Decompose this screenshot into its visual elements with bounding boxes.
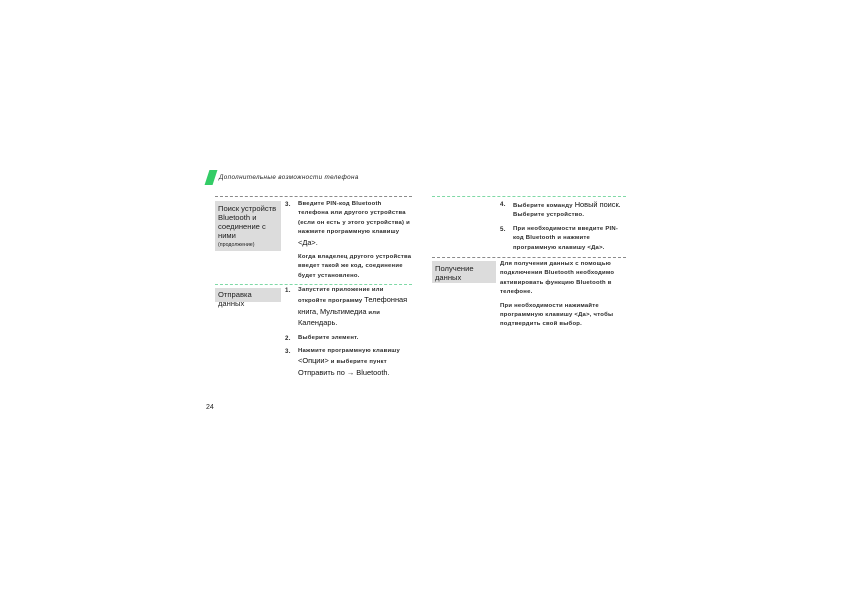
step-item bbox=[285, 200, 413, 249]
paragraph: Для получения данных с помощью подключения Bluetooth необходимо активировать функцию Bluetooth в телефоне. bbox=[500, 261, 615, 296]
step-note: Когда владелец другого устройства введет такой же код, соединение будет установлено. bbox=[298, 254, 412, 279]
section-label-line: Получение bbox=[435, 264, 474, 273]
page-number: 24 bbox=[206, 404, 214, 411]
menu-name: Телефонная книга bbox=[298, 295, 408, 316]
softkey-label: <Опции> bbox=[298, 356, 329, 366]
step-text: Нажмите программную клавишу bbox=[298, 348, 400, 355]
step-text: Запустите приложение или откройте программу bbox=[298, 287, 384, 305]
menu-name: Календарь bbox=[298, 318, 336, 328]
step-text: или bbox=[368, 309, 381, 316]
header-accent-bar bbox=[205, 170, 218, 185]
softkey-label: <Да> bbox=[587, 244, 603, 251]
section-steps-bluetooth-search-continued bbox=[500, 200, 628, 257]
step-text: Введите PIN-код Bluetooth телефона или другого устройства (если он есть у этого устройства) и нажмите программную клавишу bbox=[298, 201, 411, 236]
divider-left-top bbox=[215, 196, 412, 197]
section-label-bluetooth-search bbox=[215, 201, 281, 251]
section-label-line: соединение с bbox=[218, 222, 266, 231]
step-text-end: . bbox=[335, 318, 338, 328]
menu-separator: , bbox=[316, 306, 319, 316]
step-text: Выберите команду bbox=[513, 203, 573, 209]
step-item bbox=[500, 200, 628, 221]
step-item bbox=[285, 286, 413, 330]
section-steps-send-data bbox=[285, 286, 413, 383]
menu-path: Отправить по → Bluetooth bbox=[298, 367, 388, 377]
section-text-receive-data bbox=[500, 260, 628, 334]
section-label-line: Поиск устройств bbox=[218, 204, 277, 213]
step-text: и выберите пункт bbox=[330, 359, 387, 366]
step-item bbox=[500, 225, 628, 253]
section-label-send-data: Отправка данных bbox=[215, 288, 281, 302]
step-number: 1. bbox=[285, 287, 291, 294]
menu-name: Мультимедиа bbox=[320, 306, 367, 316]
step-number: 3. bbox=[285, 201, 291, 208]
step-number: 3. bbox=[285, 348, 291, 356]
section-label-receive-data bbox=[432, 261, 496, 283]
step-item bbox=[285, 334, 413, 343]
section-label-line: Bluetooth и bbox=[218, 213, 257, 222]
menu-command: Новый поиск bbox=[574, 200, 619, 209]
section-label-continued: (продолжение) bbox=[218, 242, 255, 248]
divider-right-top bbox=[432, 196, 626, 197]
step-item bbox=[285, 347, 413, 379]
step-number: 5. bbox=[500, 225, 506, 233]
step-text-end: . bbox=[602, 244, 605, 251]
section-label-line: ними bbox=[218, 231, 236, 240]
step-text-end: . bbox=[387, 367, 390, 377]
softkey-label: <Да>. bbox=[298, 237, 318, 247]
running-head: Дополнительные возможности телефона bbox=[219, 174, 359, 181]
section-steps-bluetooth-search bbox=[285, 200, 413, 285]
divider-right-middle bbox=[432, 257, 626, 258]
step-text: При необходимости введите PIN-код Bluetooth и нажмите программную клавишу bbox=[513, 225, 619, 251]
section-label-line: данных bbox=[435, 273, 462, 282]
step-number: 2. bbox=[285, 334, 291, 342]
step-text: . Выберите устройство. bbox=[513, 203, 621, 219]
step-number: 4. bbox=[500, 201, 506, 208]
step-text: Выберите элемент. bbox=[298, 334, 359, 341]
paragraph: При необходимости нажимайте программную клавишу <Да>, чтобы подтвердить свой выбор. bbox=[500, 302, 614, 328]
